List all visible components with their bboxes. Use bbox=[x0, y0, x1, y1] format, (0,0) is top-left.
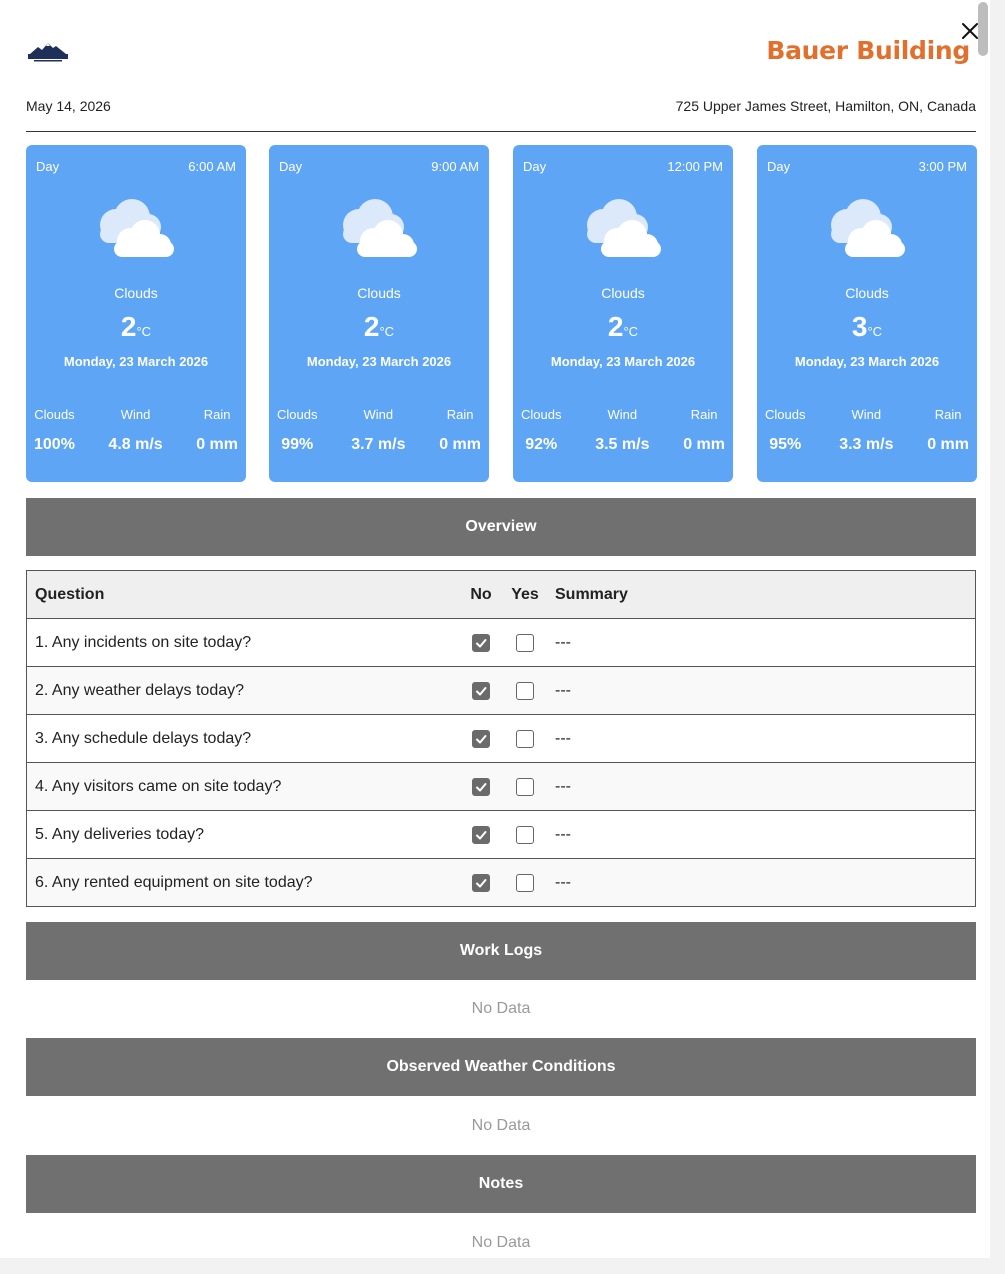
wind-stat bbox=[595, 407, 649, 454]
yes-checkbox[interactable] bbox=[516, 682, 534, 700]
summary-text: --- bbox=[555, 681, 571, 699]
report-date: May 14, 2026 bbox=[26, 98, 111, 114]
yes-cell bbox=[503, 826, 547, 844]
yes-cell bbox=[503, 730, 547, 748]
table-row bbox=[27, 859, 975, 906]
no-checkbox[interactable] bbox=[472, 634, 490, 652]
wind-value: 3.7 m/s bbox=[351, 436, 406, 453]
no-cell bbox=[459, 778, 503, 796]
no-checkbox[interactable] bbox=[472, 874, 490, 892]
question-text: 6. Any rented equipment on site today? bbox=[35, 873, 313, 891]
question-text: 5. Any deliveries today? bbox=[35, 825, 204, 843]
wind-value: 3.3 m/s bbox=[839, 436, 894, 453]
forecast-card bbox=[26, 145, 246, 482]
project-title: Bauer Building bbox=[766, 36, 970, 65]
clouds-stat bbox=[277, 407, 317, 454]
observed-weather-empty: No Data bbox=[471, 1117, 531, 1134]
question-text: 1. Any incidents on site today? bbox=[35, 633, 252, 651]
temperature-value: 2 bbox=[363, 311, 380, 342]
yes-cell bbox=[503, 778, 547, 796]
cloud-icon bbox=[90, 195, 180, 263]
temperature-value: 3 bbox=[851, 311, 868, 342]
yes-cell bbox=[503, 682, 547, 700]
forecast-date: Monday, 23 March 2026 bbox=[63, 354, 209, 369]
forecast-period: Day bbox=[523, 159, 547, 174]
summary-text: --- bbox=[555, 633, 571, 651]
question-text: 2. Any weather delays today? bbox=[35, 681, 245, 699]
table-row bbox=[27, 811, 975, 859]
no-column-header: No bbox=[470, 585, 492, 603]
yes-cell bbox=[503, 634, 547, 652]
no-checkbox[interactable] bbox=[472, 730, 490, 748]
rain-stat bbox=[683, 407, 725, 454]
no-cell bbox=[459, 826, 503, 844]
yes-checkbox[interactable] bbox=[516, 826, 534, 844]
table-row bbox=[27, 619, 975, 667]
rain-value: 0 mm bbox=[683, 436, 725, 453]
forecast-condition: Clouds bbox=[114, 285, 158, 301]
yes-checkbox[interactable] bbox=[516, 730, 534, 748]
question-text: 3. Any schedule delays today? bbox=[35, 729, 252, 747]
wind-value: 4.8 m/s bbox=[108, 436, 163, 453]
no-cell bbox=[459, 874, 503, 892]
forecast-stats bbox=[34, 407, 238, 454]
cloud-icon bbox=[577, 195, 667, 263]
temperature-unit: °C bbox=[379, 324, 395, 339]
no-cell bbox=[459, 634, 503, 652]
forecast-card bbox=[269, 145, 489, 482]
temperature-unit: °C bbox=[623, 324, 639, 339]
summary-column-header: Summary bbox=[555, 585, 628, 603]
bluerock-logo bbox=[26, 38, 70, 64]
rain-label: Rain bbox=[203, 407, 231, 422]
rain-stat bbox=[196, 407, 238, 454]
observed-weather-section-header: Observed Weather Conditions bbox=[26, 1038, 976, 1096]
rain-stat bbox=[927, 407, 969, 454]
clouds-stat bbox=[765, 407, 805, 454]
notes-empty: No Data bbox=[471, 1234, 531, 1251]
forecast-card bbox=[513, 145, 733, 482]
summary-text: --- bbox=[555, 777, 571, 795]
clouds-value: 100% bbox=[34, 436, 75, 453]
clouds-label: Clouds bbox=[34, 407, 75, 422]
forecast-time: 12:00 PM bbox=[667, 159, 723, 174]
yes-checkbox[interactable] bbox=[516, 634, 534, 652]
forecast-temperature bbox=[26, 311, 246, 343]
forecast-period: Day bbox=[279, 159, 303, 174]
yes-cell bbox=[503, 874, 547, 892]
work-logs-section-header: Work Logs bbox=[26, 922, 976, 980]
clouds-label: Clouds bbox=[521, 407, 562, 422]
rain-label: Rain bbox=[446, 407, 474, 422]
temperature-value: 2 bbox=[607, 311, 624, 342]
rain-value: 0 mm bbox=[196, 436, 238, 453]
forecast-temperature bbox=[513, 311, 733, 343]
forecast-time: 6:00 AM bbox=[188, 159, 236, 174]
forecast-temperature bbox=[269, 311, 489, 343]
clouds-stat bbox=[521, 407, 561, 454]
clouds-label: Clouds bbox=[277, 407, 318, 422]
temperature-unit: °C bbox=[867, 324, 883, 339]
cloud-icon bbox=[821, 195, 911, 263]
yes-column-header: Yes bbox=[511, 585, 539, 603]
clouds-stat bbox=[34, 407, 75, 454]
forecast-cards bbox=[26, 145, 976, 482]
clouds-label: Clouds bbox=[765, 407, 806, 422]
overview-table bbox=[26, 570, 976, 907]
notes-section-header: Notes bbox=[26, 1155, 976, 1213]
forecast-period: Day bbox=[767, 159, 791, 174]
work-logs-empty: No Data bbox=[471, 1000, 531, 1017]
clouds-value: 92% bbox=[525, 436, 558, 453]
rain-value: 0 mm bbox=[927, 436, 969, 453]
temperature-unit: °C bbox=[136, 324, 152, 339]
forecast-time: 3:00 PM bbox=[918, 159, 967, 174]
temperature-value: 2 bbox=[120, 311, 137, 342]
forecast-stats bbox=[277, 407, 481, 454]
no-checkbox[interactable] bbox=[472, 682, 490, 700]
wind-label: Wind bbox=[363, 407, 394, 422]
wind-value: 3.5 m/s bbox=[595, 436, 650, 453]
question-text: 4. Any visitors came on site today? bbox=[35, 777, 282, 795]
forecast-temperature bbox=[757, 311, 977, 343]
no-checkbox[interactable] bbox=[472, 778, 490, 796]
table-row bbox=[27, 715, 975, 763]
table-row bbox=[27, 763, 975, 811]
no-checkbox[interactable] bbox=[472, 826, 490, 844]
wind-stat bbox=[108, 407, 162, 454]
forecast-period: Day bbox=[36, 159, 60, 174]
clouds-value: 99% bbox=[281, 436, 314, 453]
cloud-icon bbox=[333, 195, 423, 263]
forecast-date: Monday, 23 March 2026 bbox=[306, 354, 452, 369]
forecast-date: Monday, 23 March 2026 bbox=[794, 354, 940, 369]
clouds-value: 95% bbox=[769, 436, 802, 453]
overview-section-header: Overview bbox=[26, 498, 976, 556]
wind-stat bbox=[839, 407, 893, 454]
yes-checkbox[interactable] bbox=[516, 778, 534, 796]
rain-label: Rain bbox=[934, 407, 962, 422]
summary-text: --- bbox=[555, 873, 571, 891]
rain-value: 0 mm bbox=[439, 436, 481, 453]
rain-stat bbox=[439, 407, 481, 454]
site-address: 725 Upper James Street, Hamilton, ON, Canada bbox=[675, 98, 976, 114]
header-divider bbox=[26, 131, 976, 132]
forecast-date: Monday, 23 March 2026 bbox=[550, 354, 696, 369]
forecast-stats bbox=[765, 407, 969, 454]
no-cell bbox=[459, 682, 503, 700]
forecast-card bbox=[757, 145, 977, 482]
yes-checkbox[interactable] bbox=[516, 874, 534, 892]
question-column-header: Question bbox=[35, 585, 105, 603]
wind-stat bbox=[351, 407, 405, 454]
no-cell bbox=[459, 730, 503, 748]
table-row bbox=[27, 667, 975, 715]
summary-text: --- bbox=[555, 729, 571, 747]
table-header-row bbox=[27, 571, 975, 619]
wind-label: Wind bbox=[120, 407, 151, 422]
wind-label: Wind bbox=[851, 407, 882, 422]
forecast-condition: Clouds bbox=[357, 285, 401, 301]
forecast-stats bbox=[521, 407, 725, 454]
summary-text: --- bbox=[555, 825, 571, 843]
rain-label: Rain bbox=[690, 407, 718, 422]
wind-label: Wind bbox=[607, 407, 638, 422]
forecast-condition: Clouds bbox=[845, 285, 889, 301]
forecast-time: 9:00 AM bbox=[431, 159, 479, 174]
forecast-condition: Clouds bbox=[601, 285, 645, 301]
